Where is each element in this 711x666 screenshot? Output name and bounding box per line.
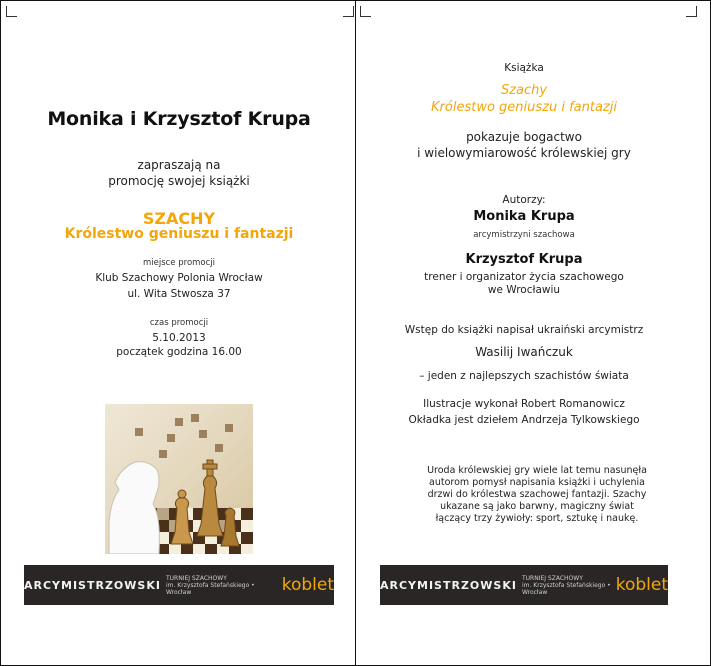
cover-credit: Okładka jest dziełem Andrzeja Tylkowskiego <box>408 414 640 426</box>
brand-wordmark: ARCYMISTRZOWSKI <box>24 578 161 592</box>
book-title-sub: Królestwo geniuszu i fantazji <box>431 100 617 115</box>
illustrator-credit: Ilustracje wykonał Robert Romanowicz <box>423 398 625 410</box>
author-1-role: arcymistrzyni szachowa <box>473 230 575 240</box>
brand-subtitle-line-1: TURNIEJ SZACHOWY <box>521 574 583 582</box>
place-name: Klub Szachowy Polonia Wrocław <box>95 272 263 284</box>
invite-line-1: zapraszają na <box>137 158 221 172</box>
intro-author-name: Wasilij Iwańczuk <box>475 345 573 359</box>
book-title-sub: Królestwo geniuszu i fantazji <box>64 226 294 242</box>
promo-date: 5.10.2013 <box>152 332 206 344</box>
chess-artwork <box>105 404 253 554</box>
description-1: pokazuje bogactwo <box>466 130 582 144</box>
mosaic <box>135 414 233 458</box>
crop-mark <box>6 6 17 17</box>
author-2-name: Krzysztof Krupa <box>465 252 583 267</box>
book-title-main: Szachy <box>500 83 548 98</box>
brand-wordmark: ARCYMISTRZOWSKI <box>380 578 517 592</box>
koblet-logo: koblet <box>281 575 334 595</box>
crop-mark <box>343 6 354 17</box>
border-left <box>0 0 1 666</box>
brand-subtitle-line-2: im. Krzysztofa Stefańskiego • Wrocław <box>521 581 611 596</box>
place-address: ul. Wita Stwosza 37 <box>127 288 231 300</box>
golden-pieces <box>171 460 239 546</box>
crop-mark <box>360 6 371 17</box>
book-description-paragraph: Uroda królewskiej gry wiele lat temu nasunęła autorom pomysł napisania książki i uchylenia drzwi do królestwa szachowej fantazji. Szachy ukazane są jako barwny, magiczny świat łączący trzy żywioły: sport, sztukę i naukę. <box>427 465 647 524</box>
author-2-role-2: we Wrocławiu <box>487 284 561 296</box>
sponsor-logo-band <box>380 565 668 605</box>
white-knight <box>109 462 159 554</box>
place-label: miejsce promocji <box>142 258 216 268</box>
page-divider <box>355 0 356 666</box>
author-2-role-1: trener i organizator życia szachowego <box>424 271 624 283</box>
koblet-logo: koblet <box>615 575 668 595</box>
authors-title: Monika i Krzysztof Krupa <box>47 108 311 130</box>
book-label: Książka <box>504 62 544 74</box>
crop-mark <box>686 6 697 17</box>
sponsor-logo-band <box>24 565 334 605</box>
chess-illustration <box>105 404 253 554</box>
brand-subtitle-line-2: im. Krzysztofa Stefańskiego • Wrocław <box>165 581 255 596</box>
time-label: czas promocji <box>149 318 209 328</box>
brand-subtitle-line-1: TURNIEJ SZACHOWY <box>165 574 227 582</box>
author-1-name: Monika Krupa <box>473 209 575 224</box>
intro-note: – jeden z najlepszych szachistów świata <box>419 370 629 382</box>
intro-line: Wstęp do książki napisał ukraiński arcymistrz <box>404 324 644 336</box>
book-title-main: SZACHY <box>142 209 216 228</box>
description-2: i wielowymiarowość królewskiej gry <box>417 146 631 160</box>
invite-line-2: promocję swojej książki <box>108 174 250 188</box>
authors-label: Autorzy: <box>502 194 546 206</box>
brand-subtitle <box>522 575 611 596</box>
brand-subtitle <box>166 575 277 596</box>
promo-time: początek godzina 16.00 <box>116 346 242 358</box>
